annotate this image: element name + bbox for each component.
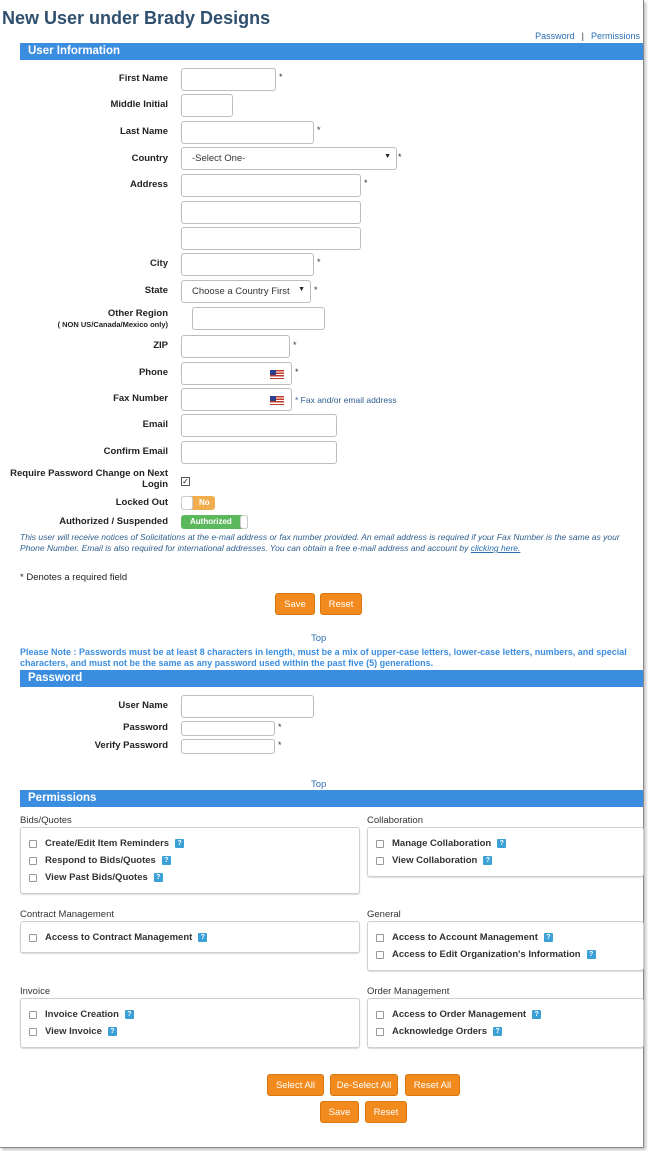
permission-label: View Collaboration xyxy=(392,855,478,866)
permission-item[interactable] xyxy=(376,1009,541,1020)
address-label: Address xyxy=(129,179,168,190)
checkbox[interactable] xyxy=(376,840,384,848)
state-select-value: Choose a Country First xyxy=(192,286,290,297)
middle-initial-input[interactable] xyxy=(181,94,233,117)
checkbox[interactable] xyxy=(376,1028,384,1036)
permission-label: Acknowledge Orders xyxy=(392,1026,488,1037)
help-icon[interactable]: ? xyxy=(175,839,184,848)
other-region-input[interactable] xyxy=(192,307,325,330)
email-label: Email xyxy=(142,419,168,430)
toggle-knob xyxy=(240,515,248,529)
checkbox[interactable] xyxy=(29,934,37,942)
checkbox[interactable] xyxy=(376,857,384,865)
help-icon[interactable]: ? xyxy=(108,1027,117,1036)
chevron-down-icon: ▼ xyxy=(298,286,305,293)
permission-item[interactable] xyxy=(376,838,506,849)
user-information-header: User Information xyxy=(20,43,643,60)
first-name-label: First Name xyxy=(118,73,168,84)
deselect-all-button[interactable]: De-Select All xyxy=(330,1074,398,1096)
required-field-note: * Denotes a required field xyxy=(20,572,128,583)
confirm-email-label: Confirm Email xyxy=(103,446,168,457)
permission-item[interactable] xyxy=(376,855,492,866)
fax-note: * Fax and/or email address xyxy=(295,395,397,405)
top-link[interactable]: Top xyxy=(311,779,327,790)
locked-out-value: No xyxy=(199,498,210,507)
permission-label: View Past Bids/Quotes xyxy=(45,872,148,883)
permission-item[interactable] xyxy=(29,1009,134,1020)
permission-item[interactable] xyxy=(29,932,207,943)
checkbox[interactable] xyxy=(29,1011,37,1019)
middle-initial-label: Middle Initial xyxy=(110,99,168,110)
checkbox[interactable] xyxy=(29,857,37,865)
group-contract-management xyxy=(20,921,360,953)
permission-item[interactable] xyxy=(29,838,184,849)
permission-label: Access to Account Management xyxy=(392,932,538,943)
help-icon[interactable]: ? xyxy=(162,856,171,865)
verify-password-required: * xyxy=(278,740,282,750)
group-title-order-management: Order Management xyxy=(367,986,450,997)
other-region-label: Other Region xyxy=(107,308,168,319)
city-required: * xyxy=(317,257,321,267)
permission-label: View Invoice xyxy=(45,1026,102,1037)
page-title: New User under Brady Designs xyxy=(2,8,271,28)
other-region-sublabel: ( NON US/Canada/Mexico only) xyxy=(57,320,168,329)
permissions-header: Permissions xyxy=(20,790,643,807)
fax-label: Fax Number xyxy=(113,393,168,404)
password-input[interactable] xyxy=(181,721,275,736)
last-name-label: Last Name xyxy=(119,126,168,137)
phone-required: * xyxy=(295,367,299,377)
checkbox[interactable] xyxy=(376,951,384,959)
last-name-input[interactable] xyxy=(181,121,314,144)
toggle-knob xyxy=(181,496,193,510)
email-input[interactable] xyxy=(181,414,337,437)
help-icon[interactable]: ? xyxy=(544,933,553,942)
group-title-bids-quotes: Bids/Quotes xyxy=(20,815,72,826)
notice-body: This user will receive notices of Solicitations at the e-mail address or fax number provided. An email address is required if your Fax Number is the same as your Phone Number. Email is also required for international addresses. You can obtain a free e-mail address and account by xyxy=(20,532,620,553)
state-select[interactable] xyxy=(181,280,311,303)
group-title-general: General xyxy=(367,909,401,920)
clicking-here-link[interactable]: clicking here. xyxy=(470,543,521,553)
chevron-down-icon: ▼ xyxy=(384,153,391,160)
checkbox[interactable] xyxy=(376,934,384,942)
zip-required: * xyxy=(293,340,297,350)
permission-label: Access to Edit Organization's Information xyxy=(392,949,581,960)
help-icon[interactable]: ? xyxy=(532,1010,541,1019)
permission-item[interactable] xyxy=(29,855,171,866)
address-line2-input[interactable] xyxy=(181,201,361,224)
phone-input[interactable] xyxy=(181,362,292,385)
group-collaboration xyxy=(367,827,644,877)
group-title-invoice: Invoice xyxy=(20,986,51,997)
last-name-required: * xyxy=(317,125,321,135)
notice-text xyxy=(20,532,626,554)
authorized-label: Authorized / Suspended xyxy=(59,516,168,527)
phone-label: Phone xyxy=(138,367,168,378)
checkbox[interactable] xyxy=(29,1028,37,1036)
group-bids-quotes xyxy=(20,827,360,894)
permission-item[interactable] xyxy=(376,932,553,943)
top-link[interactable]: Top xyxy=(311,633,327,644)
address-line3-input[interactable] xyxy=(181,227,361,250)
first-name-required: * xyxy=(279,72,283,82)
require-pw-change-label: Require Password Change on Next Login xyxy=(10,468,168,490)
select-all-button[interactable]: Select All xyxy=(267,1074,324,1096)
help-icon[interactable]: ? xyxy=(483,856,492,865)
help-icon[interactable]: ? xyxy=(198,933,207,942)
permission-item[interactable] xyxy=(29,872,163,883)
password-required: * xyxy=(278,722,282,732)
group-order-management xyxy=(367,998,644,1048)
permission-label: Respond to Bids/Quotes xyxy=(45,855,156,866)
authorized-value: Authorized xyxy=(190,517,232,526)
confirm-email-input[interactable] xyxy=(181,441,337,464)
help-icon[interactable]: ? xyxy=(493,1027,502,1036)
permission-item[interactable] xyxy=(29,1026,117,1037)
country-select-value: -Select One- xyxy=(192,153,246,164)
permission-label: Manage Collaboration xyxy=(392,838,492,849)
help-icon[interactable]: ? xyxy=(587,950,596,959)
reset-button[interactable]: Reset xyxy=(320,593,362,615)
permission-label: Access to Order Management xyxy=(392,1009,527,1020)
group-title-contract-management: Contract Management xyxy=(20,909,114,920)
permissions-link[interactable]: Permissions xyxy=(590,31,640,41)
password-header: Password xyxy=(20,670,643,687)
country-select[interactable] xyxy=(181,147,397,170)
password-rules-note: Please Note : Passwords must be at least 8 characters in length, must be a mix of upper-case letters, lower-case letters, numbers, and special characters, and must not be the same as any password used within the past five (5) generations. xyxy=(20,647,627,668)
verify-password-input[interactable] xyxy=(181,739,275,754)
permission-item[interactable] xyxy=(376,1026,502,1037)
help-icon[interactable]: ? xyxy=(154,873,163,882)
fax-input[interactable] xyxy=(181,388,292,411)
top-links xyxy=(535,31,640,41)
state-label: State xyxy=(144,285,168,296)
require-pw-change-checkbox[interactable]: ✓ xyxy=(182,477,189,486)
verify-password-label: Verify Password xyxy=(94,740,168,751)
password-label: Password xyxy=(123,722,168,733)
permission-label: Access to Contract Management xyxy=(45,932,193,943)
zip-input[interactable] xyxy=(181,335,290,358)
checkbox[interactable] xyxy=(29,874,37,882)
save-button[interactable]: Save xyxy=(320,1101,359,1123)
address-line1-input[interactable] xyxy=(181,174,361,197)
save-button[interactable]: Save xyxy=(275,593,315,615)
help-icon[interactable]: ? xyxy=(125,1010,134,1019)
permission-item[interactable] xyxy=(376,949,596,960)
password-link[interactable]: Password xyxy=(535,31,575,41)
help-icon[interactable]: ? xyxy=(497,839,506,848)
us-flag-icon[interactable] xyxy=(270,396,284,405)
zip-label: ZIP xyxy=(153,340,168,351)
state-required: * xyxy=(314,285,318,295)
checkbox[interactable] xyxy=(29,840,37,848)
country-required: * xyxy=(398,152,402,162)
user-name-label: User Name xyxy=(118,700,168,711)
group-title-collaboration: Collaboration xyxy=(367,815,423,826)
city-label: City xyxy=(150,258,168,269)
country-label: Country xyxy=(131,153,168,164)
permission-label: Invoice Creation xyxy=(45,1009,119,1020)
us-flag-icon[interactable] xyxy=(270,370,284,379)
user-name-input[interactable] xyxy=(181,695,314,718)
checkbox[interactable] xyxy=(376,1011,384,1019)
permission-label: Create/Edit Item Reminders xyxy=(45,838,170,849)
first-name-input[interactable] xyxy=(181,68,276,91)
reset-button[interactable]: Reset xyxy=(365,1101,407,1123)
locked-out-toggle[interactable] xyxy=(181,496,215,510)
link-separator: | xyxy=(581,31,584,41)
group-general xyxy=(367,921,644,971)
reset-all-button[interactable]: Reset All xyxy=(405,1074,460,1096)
city-input[interactable] xyxy=(181,253,314,276)
address-required: * xyxy=(364,178,368,188)
group-invoice xyxy=(20,998,360,1048)
locked-out-label: Locked Out xyxy=(115,497,168,508)
authorized-toggle[interactable] xyxy=(181,515,248,529)
